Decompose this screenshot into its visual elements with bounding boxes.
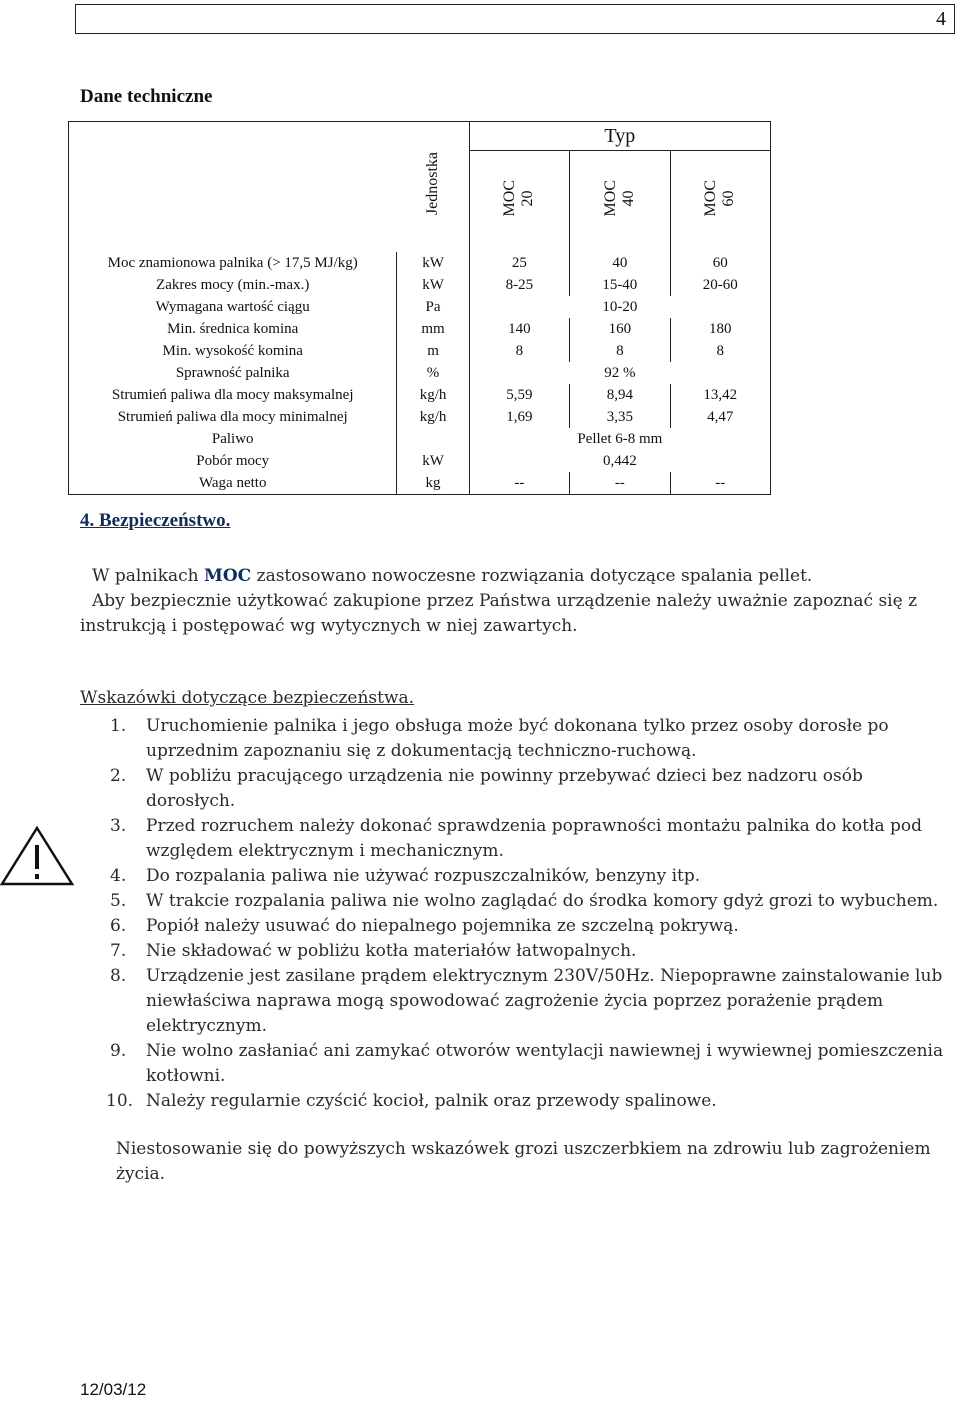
table-header-row bbox=[69, 122, 771, 151]
intro-paragraph: W palnikach MOC zastosowano nowoczesne rozwiązania dotyczące spalania pellet. bbox=[92, 566, 813, 586]
table-row bbox=[69, 318, 771, 340]
list-item-number: 8. bbox=[110, 966, 127, 986]
row-label: Wymagana wartość ciągu bbox=[69, 296, 397, 318]
list-item-text: Uruchomienie palnika i jego obsługa może być dokonana tylko przez osoby dorosłe po uprzednim zapoznaniu się z dokumentacją techniczno-ruchową. bbox=[146, 716, 889, 761]
row-value-moc-60: 13,42 bbox=[670, 384, 770, 406]
row-unit bbox=[397, 428, 469, 450]
row-value-moc-20: 25 bbox=[469, 252, 569, 274]
row-value-moc-60: 180 bbox=[670, 318, 770, 340]
list-item bbox=[80, 864, 950, 889]
list-item-number: 6. bbox=[110, 916, 127, 936]
row-value-moc-60: 60 bbox=[670, 252, 770, 274]
row-value-moc-60: -- bbox=[670, 472, 770, 495]
row-value-moc-20: 1,69 bbox=[469, 406, 569, 428]
row-value-moc-60: 4,47 bbox=[670, 406, 770, 428]
row-label: Strumień paliwa dla mocy maksymalnej bbox=[69, 384, 397, 406]
list-item-number: 7. bbox=[110, 941, 127, 961]
list-item-number: 2. bbox=[110, 766, 127, 786]
list-item bbox=[80, 764, 950, 814]
row-value-moc-40: 8 bbox=[570, 340, 670, 362]
row-value-moc-40: 15-40 bbox=[570, 274, 670, 296]
row-value-span: 10-20 bbox=[469, 296, 770, 318]
row-unit: kW bbox=[397, 450, 469, 472]
intro-paragraph-2: Aby bezpiecznie użytkować zakupione przez Państwa urządzenie należy uważnie zapoznać się z instrukcją i postępować wg wytycznych w niej zawartych. bbox=[80, 591, 918, 636]
list-item-text: Należy regularnie czyścić kocioł, palnik oraz przewody spalinowe. bbox=[146, 1091, 717, 1111]
list-item-text: Przed rozruchem należy dokonać sprawdzenia poprawności montażu palnika do kotła pod względem elektrycznym i mechanicznym. bbox=[146, 816, 923, 861]
list-item-text: W trakcie rozpalania paliwa nie wolno zaglądać do środka komory gdyż grozi to wybuchem. bbox=[146, 891, 939, 911]
row-value-span: Pellet 6-8 mm bbox=[469, 428, 770, 450]
list-item bbox=[80, 914, 950, 939]
row-label: Paliwo bbox=[69, 428, 397, 450]
row-label: Pobór mocy bbox=[69, 450, 397, 472]
row-label: Strumień paliwa dla mocy minimalnej bbox=[69, 406, 397, 428]
row-unit: kg bbox=[397, 472, 469, 495]
row-value-span: 0,442 bbox=[469, 450, 770, 472]
column-header-moc-20: MOC 20 bbox=[469, 151, 569, 253]
table-row bbox=[69, 362, 771, 384]
list-item bbox=[80, 1039, 950, 1089]
warning-triangle-icon bbox=[0, 825, 75, 887]
row-value-moc-20: 8-25 bbox=[469, 274, 569, 296]
safety-subheading: Wskazówki dotyczące bezpieczeństwa. bbox=[80, 688, 415, 708]
row-label: Sprawność palnika bbox=[69, 362, 397, 384]
column-header-moc-60: MOC 60 bbox=[670, 151, 770, 253]
row-label: Waga netto bbox=[69, 472, 397, 495]
row-value-moc-20: 5,59 bbox=[469, 384, 569, 406]
row-value-moc-40: 160 bbox=[570, 318, 670, 340]
list-item-text: W pobliżu pracującego urządzenia nie powinny przebywać dzieci bez nadzoru osób dorosłych. bbox=[146, 766, 863, 811]
type-header: Typ bbox=[469, 122, 770, 151]
row-value-moc-20: 140 bbox=[469, 318, 569, 340]
list-item-text: Nie wolno zasłaniać ani zamykać otworów wentylacji nawiewnej i wywiewnej pomieszczenia kotłowni. bbox=[146, 1041, 944, 1086]
row-value-moc-60: 20-60 bbox=[670, 274, 770, 296]
row-value-moc-60: 8 bbox=[670, 340, 770, 362]
row-value-span: 92 % bbox=[469, 362, 770, 384]
table-row bbox=[69, 472, 771, 495]
unit-header: Jednostka bbox=[423, 151, 441, 216]
row-unit: kW bbox=[397, 274, 469, 296]
list-item bbox=[80, 814, 950, 864]
row-label: Min. wysokość komina bbox=[69, 340, 397, 362]
row-value-moc-40: 8,94 bbox=[570, 384, 670, 406]
technical-data-table bbox=[68, 121, 771, 495]
table-row bbox=[69, 428, 771, 450]
brand-name: MOC bbox=[204, 566, 252, 586]
row-value-moc-40: 3,35 bbox=[570, 406, 670, 428]
list-item-number: 1. bbox=[110, 716, 127, 736]
section-title: Dane techniczne bbox=[80, 86, 213, 107]
list-item-text: Popiół należy usuwać do niepalnego pojemnika ze szczelną pokrywą. bbox=[146, 916, 739, 936]
row-value-moc-20: 8 bbox=[469, 340, 569, 362]
table-row bbox=[69, 340, 771, 362]
table-row bbox=[69, 252, 771, 274]
section-4-title: 4. Bezpieczeństwo. bbox=[80, 510, 231, 531]
list-item bbox=[80, 889, 950, 914]
table-row bbox=[69, 450, 771, 472]
row-unit: kW bbox=[397, 252, 469, 274]
row-value-moc-20: -- bbox=[469, 472, 569, 495]
table-row bbox=[69, 296, 771, 318]
footer-date: 12/03/12 bbox=[80, 1380, 147, 1399]
closing-paragraph: Niestosowanie się do powyższych wskazówek grozi uszczerbkiem na zdrowiu lub zagrożeniem życia. bbox=[116, 1139, 931, 1184]
row-label: Zakres mocy (min.-max.) bbox=[69, 274, 397, 296]
row-label: Min. średnica komina bbox=[69, 318, 397, 340]
list-item-number: 3. bbox=[110, 816, 127, 836]
list-item bbox=[80, 964, 950, 1039]
row-unit: % bbox=[397, 362, 469, 384]
safety-rules-list bbox=[80, 714, 950, 1114]
row-unit: m bbox=[397, 340, 469, 362]
empty-header-cell bbox=[69, 122, 397, 253]
list-item bbox=[80, 714, 950, 764]
list-item bbox=[80, 939, 950, 964]
list-item-number: 9. bbox=[110, 1041, 127, 1061]
table-row bbox=[69, 384, 771, 406]
row-unit: mm bbox=[397, 318, 469, 340]
row-unit: Pa bbox=[397, 296, 469, 318]
row-value-moc-40: 40 bbox=[570, 252, 670, 274]
list-item-number: 4. bbox=[110, 866, 127, 886]
list-item bbox=[80, 1089, 950, 1114]
unit-header-cell bbox=[397, 122, 469, 253]
list-item-number: 5. bbox=[110, 891, 127, 911]
page-header-box bbox=[75, 4, 955, 34]
list-item-text: Nie składować w pobliżu kotła materiałów łatwopalnych. bbox=[146, 941, 637, 961]
page-number: 4 bbox=[936, 8, 946, 30]
list-item-number: 10. bbox=[106, 1091, 134, 1111]
row-value-moc-40: -- bbox=[570, 472, 670, 495]
table-row bbox=[69, 406, 771, 428]
list-item-text: Urządzenie jest zasilane prądem elektrycznym 230V/50Hz. Niepoprawne zainstalowanie lub niewłaściwa naprawa mogą spowodować zagrożenie życia poprzez porażenie prądem elektrycznym. bbox=[146, 966, 943, 1036]
row-label: Moc znamionowa palnika (> 17,5 MJ/kg) bbox=[69, 252, 397, 274]
row-unit: kg/h bbox=[397, 384, 469, 406]
list-item-text: Do rozpalania paliwa nie używać rozpuszczalników, benzyny itp. bbox=[146, 866, 701, 886]
table-row bbox=[69, 274, 771, 296]
column-header-moc-40: MOC 40 bbox=[570, 151, 670, 253]
row-unit: kg/h bbox=[397, 406, 469, 428]
